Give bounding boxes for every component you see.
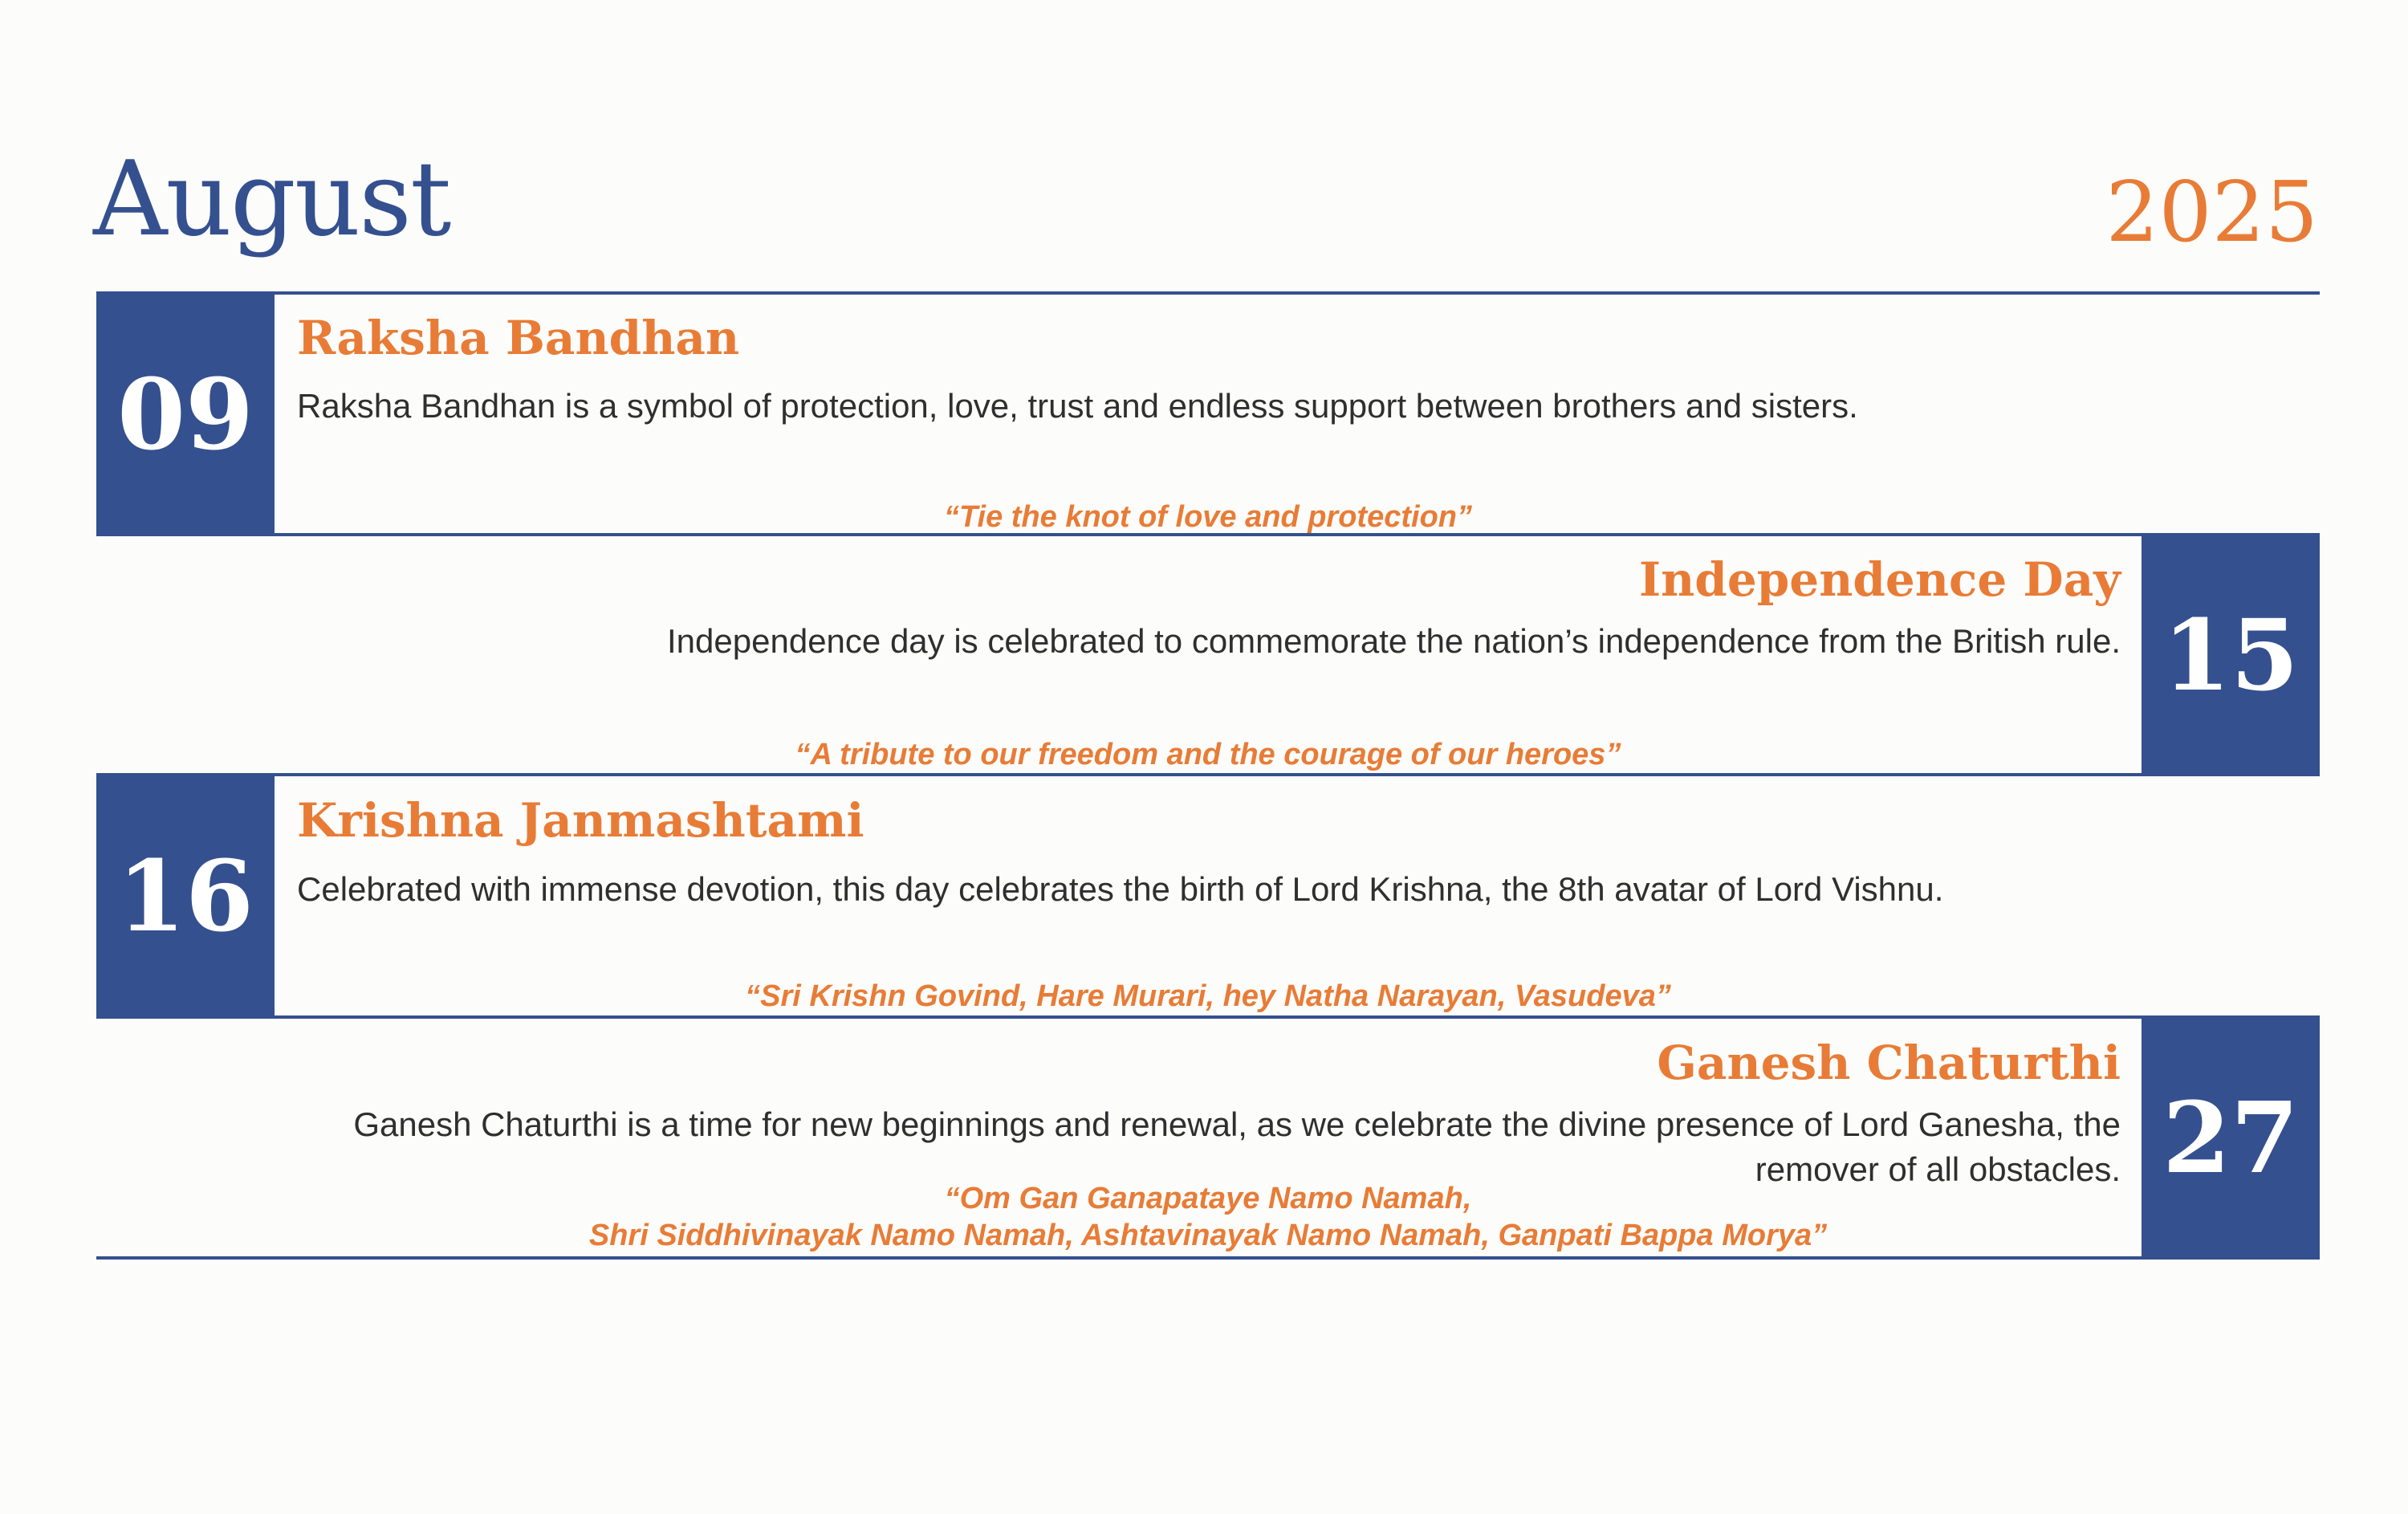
event-description: Celebrated with immense devotion, this day celebrates the birth of Lord Krishna, the 8th avatar of Lord Vishnu.: [297, 870, 1944, 908]
divider: [96, 1015, 2320, 1019]
event-description: [66, 1102, 2121, 1192]
date-number: 27: [2162, 1080, 2299, 1195]
event-quote: [96, 1180, 2320, 1254]
event-description-line: Ganesh Chaturthi is a time for new beginnings and renewal, as we celebrate the divine presence of Lord Ganesha, the: [353, 1105, 2121, 1143]
date-number: 09: [117, 356, 254, 472]
event-title: Independence Day: [1639, 552, 2121, 607]
event-quote: “A tribute to our freedom and the courage of our heroes”: [795, 738, 1621, 771]
event-title: Raksha Bandhan: [297, 311, 740, 365]
date-number: 16: [117, 838, 254, 954]
event-title: Krishna Janmashtami: [297, 793, 864, 848]
event-title: Ganesh Chaturthi: [1657, 1036, 2121, 1090]
event-quote: “Tie the knot of love and protection”: [943, 500, 1472, 534]
month-title: August: [93, 140, 450, 259]
divider: [96, 1256, 2320, 1260]
event-description: Independence day is celebrated to commemorate the nation’s independence from the British rule.: [667, 622, 2121, 660]
event-quote-line: “Om Gan Ganapataye Namo Namah,: [944, 1182, 1472, 1215]
event-description: Raksha Bandhan is a symbol of protection, love, trust and endless support between brothers and sisters.: [297, 387, 1858, 425]
event-quote: “Sri Krishn Govind, Hare Murari, hey Natha Narayan, Vasudeva”: [745, 979, 1671, 1013]
event-quote-line: Shri Siddhivinayak Namo Namah, Ashtavinayak Namo Namah, Ganpati Bappa Morya”: [588, 1219, 1828, 1252]
event-description-line: remover of all obstacles.: [1755, 1150, 2121, 1188]
year-title: 2025: [2105, 163, 2318, 261]
divider: [96, 291, 2320, 295]
date-number: 15: [2162, 597, 2299, 713]
